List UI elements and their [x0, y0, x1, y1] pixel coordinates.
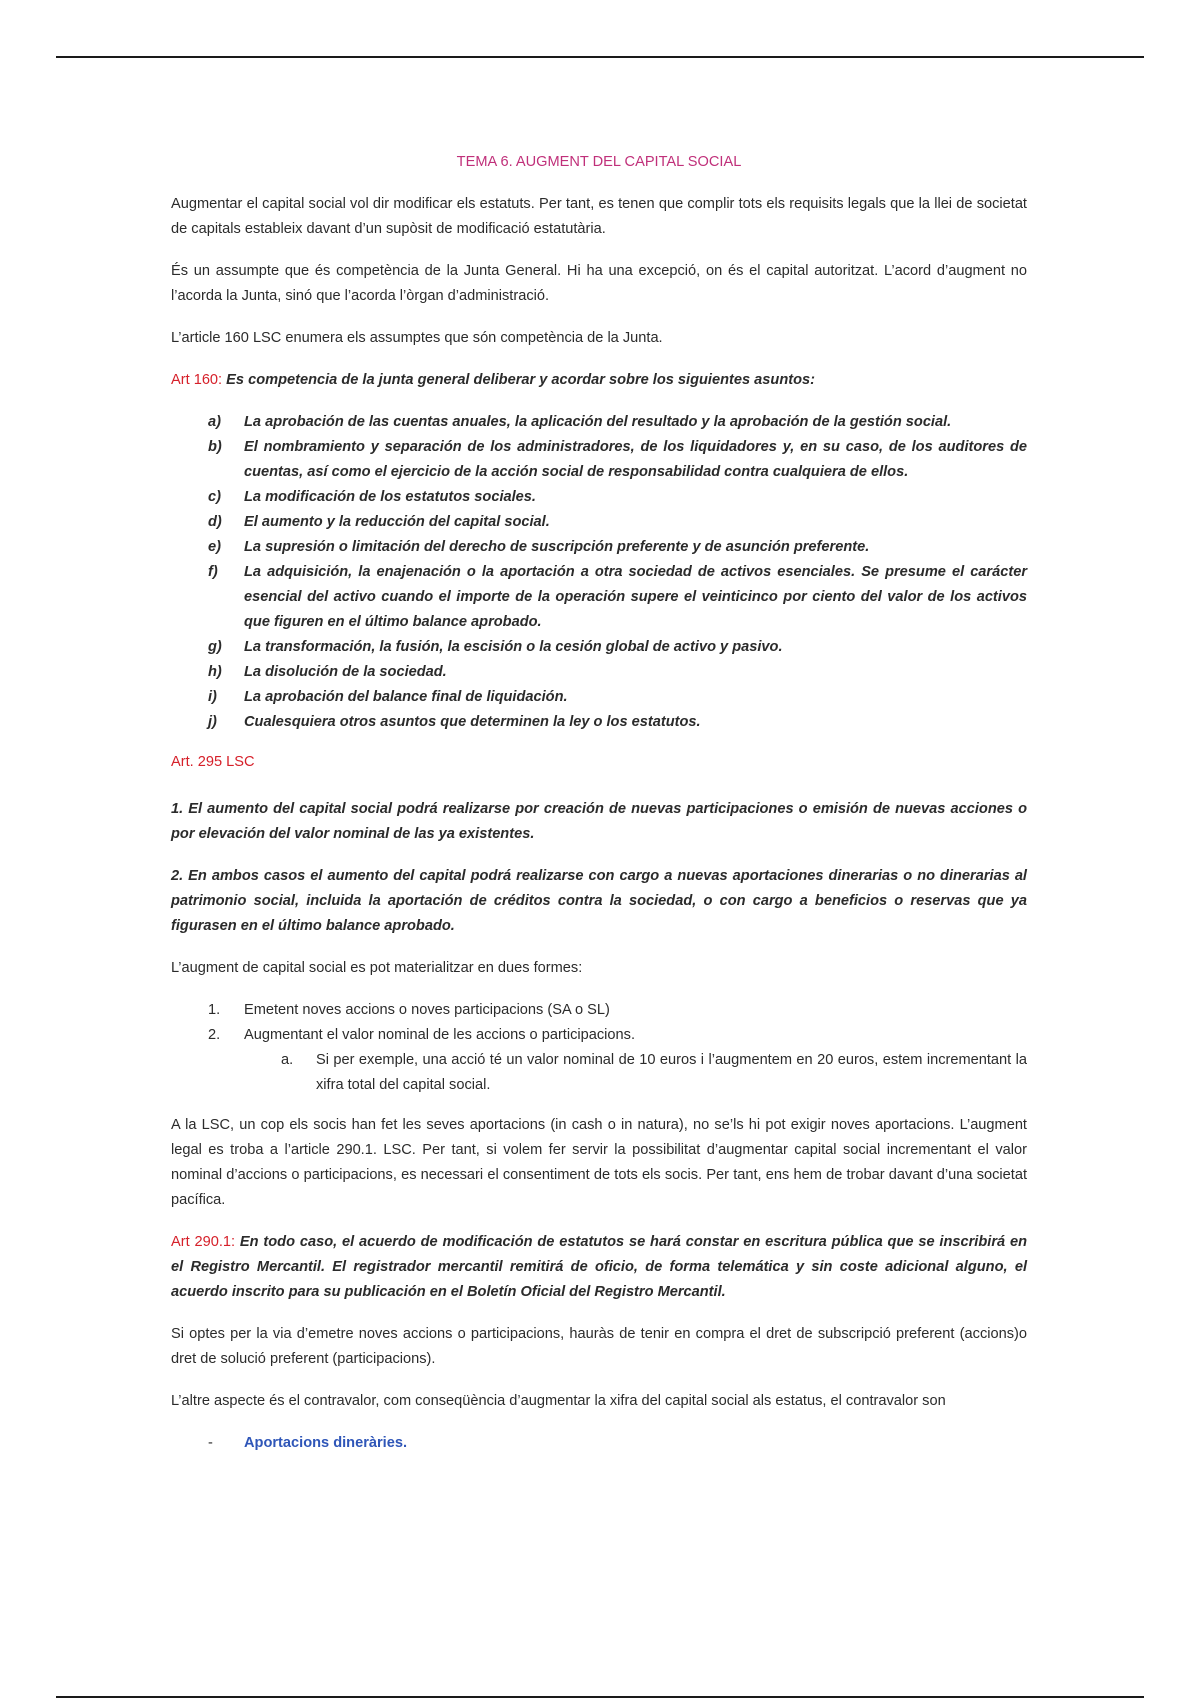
list-item	[171, 410, 1027, 435]
list-marker: c)	[208, 489, 221, 505]
paragraph-junta: És un assumpte que és competència de la Junta General. Hi ha una excepció, on és el capital autoritzat. L’acord d’augment no l’acorda la Junta, sinó que l’acorda l’òrgan d’administració.	[171, 263, 1027, 304]
list-marker: j)	[208, 714, 217, 730]
paragraph-article-160-ref: L’article 160 LSC enumera els assumptes que són competència de la Junta.	[171, 330, 663, 346]
list-item-text: La aprobación de las cuentas anuales, la aplicación del resultado y la aprobación de la gestión social.	[244, 414, 952, 430]
article-295-paragraph-2: 2. En ambos casos el aumento del capital podrá realizarse con cargo a nuevas aportaciones dinerarias o no dinerarias al patrimonio social, incluida la aportación de créditos contra la sociedad, o con cargo a beneficios o reservas que ya figurasen en el último balance aprobado.	[171, 868, 1027, 934]
list-item-text: La disolución de la sociedad.	[244, 664, 447, 680]
paragraph-contributions: A la LSC, un cop els socis han fet les seves aportacions (in cash o in natura), no se’ls hi pot exigir noves aportacions. L’augment legal es troba a l’article 290.1. LSC. Per tant, si volem fer servir la possibilitat d’augmentar capital social incrementant el valor nominal d’accions o participacions, es necessari el consentiment de tots els socis. Per tant, ens hem de trobar davant d’una societat pacífica.	[171, 1117, 1027, 1208]
list-item-text: Si per exemple, una acció té un valor nominal de 10 euros i l’augmentem en 20 euros, estem incrementant la xifra total del capital social.	[316, 1052, 1027, 1093]
article-160-heading	[171, 368, 1027, 393]
list-item-text: La supresión o limitación del derecho de suscripción preferente y de asunción preferente.	[244, 539, 870, 555]
article-160-text: Es competencia de la junta general deliberar y acordar sobre los siguientes asuntos:	[226, 372, 815, 388]
paragraph-contravalor: L’altre aspecte és el contravalor, com conseqüència d’augmentar la xifra del capital social als estatus, el contravalor son	[171, 1393, 946, 1409]
document-body	[171, 150, 1027, 1456]
list-item-text: Cualesquiera otros asuntos que determinen la ley o los estatutos.	[244, 714, 701, 730]
list-item	[171, 1431, 1027, 1456]
list-marker: g)	[208, 639, 222, 655]
list-item	[171, 660, 1027, 685]
list-item	[171, 485, 1027, 510]
list-item-text: La adquisición, la enajenación o la aportación a otra sociedad de activos esenciales. Se presume el carácter esencial del activo cuando el importe de la operación supere el veinticinco por ciento del valor de los activos que figuren en el último balance aprobado.	[244, 564, 1027, 630]
article-160-list	[171, 410, 1027, 735]
list-item	[171, 685, 1027, 710]
forms-list	[171, 998, 1027, 1098]
list-item-text: El nombramiento y separación de los administradores, de los liquidadores y, en su caso, de los auditores de cuentas, así como el ejercicio de la acción social de responsabilidad contra cualquiera de ellos.	[244, 439, 1027, 480]
list-item	[171, 560, 1027, 635]
header-rule	[56, 56, 1144, 58]
list-marker: a.	[281, 1052, 294, 1068]
footer-rule	[56, 1696, 1144, 1698]
paragraph-intro: Augmentar el capital social vol dir modificar els estatuts. Per tant, es tenen que complir tots els requisits legals que la llei de societat de capitals estableix davant d’un supòsit de modificació estatutària.	[171, 196, 1027, 237]
article-295-paragraph-1: 1. El aumento del capital social podrá realizarse por creación de nuevas participaciones o emisión de nuevas acciones o por elevación del valor nominal de las ya existentes.	[171, 801, 1027, 842]
list-marker: 2.	[208, 1027, 221, 1043]
list-marker: b)	[208, 439, 222, 455]
list-item	[171, 1023, 1027, 1048]
list-marker: e)	[208, 539, 221, 555]
list-marker: 1.	[208, 1002, 221, 1018]
page-title: TEMA 6. AUGMENT DEL CAPITAL SOCIAL	[456, 154, 742, 170]
list-item	[171, 710, 1027, 735]
article-290-text: En todo caso, el acuerdo de modificación de estatutos se hará constar en escritura pública que se inscribirá en el Registro Mercantil. El registrador mercantil remitirá de oficio, de forma telemática y sin coste adicional alguno, el acuerdo inscrito para su publicación en el Boletín Oficial del Registro Mercantil.	[171, 1234, 1027, 1300]
article-295-label: Art. 295 LSC	[171, 754, 255, 770]
list-marker: -	[208, 1435, 213, 1451]
contravalor-list	[171, 1431, 1027, 1456]
list-marker: h)	[208, 664, 222, 680]
paragraph-forms-intro: L’augment de capital social es pot materialitzar en dues formes:	[171, 960, 583, 976]
list-subitem	[171, 1048, 1027, 1098]
paragraph-preferent-right: Si optes per la via d’emetre noves accions o participacions, hauràs de tenir en compra el dret de subscripció preferent (accions)o dret de solució preferent (participacions).	[171, 1326, 1027, 1367]
list-item-text: Emetent noves accions o noves participacions (SA o SL)	[244, 1002, 610, 1018]
list-item	[171, 998, 1027, 1023]
list-item	[171, 510, 1027, 535]
list-marker: i)	[208, 689, 217, 705]
list-item-text: La modificación de los estatutos sociales.	[244, 489, 536, 505]
article-160-label: Art 160:	[171, 372, 223, 388]
list-item-text: La aprobación del balance final de liquidación.	[244, 689, 568, 705]
list-marker: f)	[208, 564, 218, 580]
article-290-paragraph	[171, 1230, 1027, 1305]
list-marker: d)	[208, 514, 222, 530]
list-item-text: La transformación, la fusión, la escisión o la cesión global de activo y pasivo.	[244, 639, 783, 655]
list-marker: a)	[208, 414, 221, 430]
list-item	[171, 535, 1027, 560]
list-item-text: El aumento y la reducción del capital social.	[244, 514, 550, 530]
list-item-text: Augmentant el valor nominal de les accions o participacions.	[244, 1027, 636, 1043]
article-290-label: Art 290.1:	[171, 1234, 236, 1250]
list-item	[171, 435, 1027, 485]
list-item-text: Aportacions dineràries.	[244, 1435, 408, 1451]
list-item	[171, 635, 1027, 660]
